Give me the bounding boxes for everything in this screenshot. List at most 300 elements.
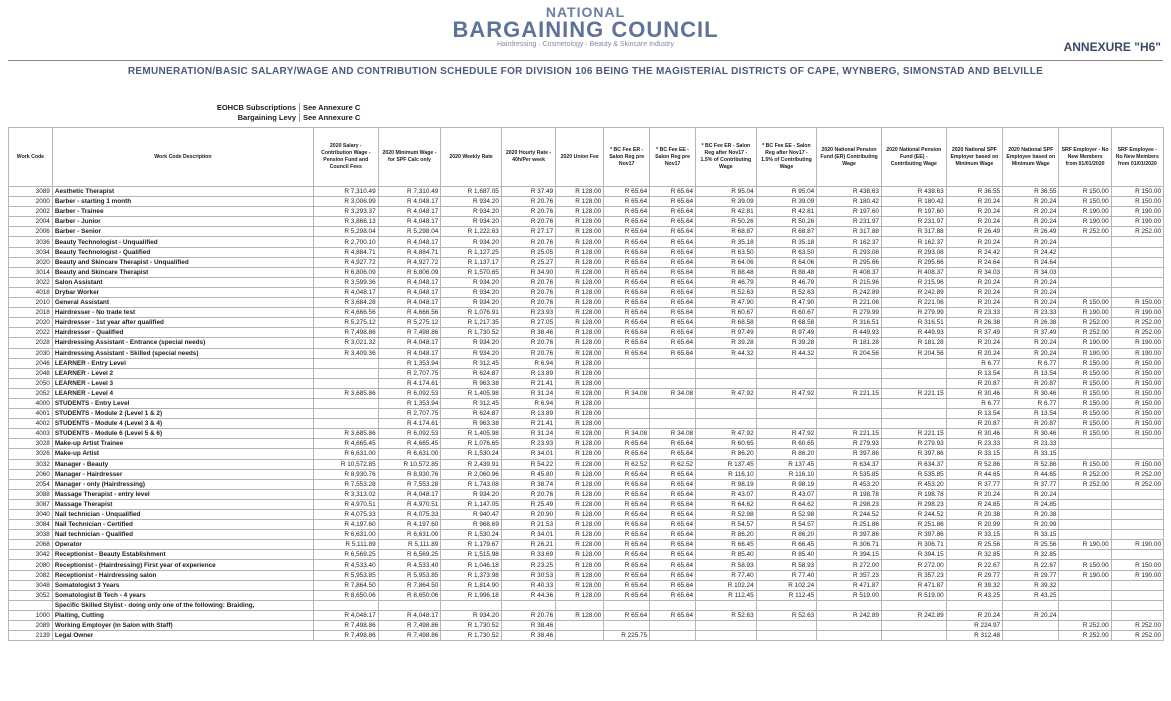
work-code-cell: 3084 — [9, 520, 53, 530]
value-cell: R 5,275.12 — [313, 318, 378, 328]
value-cell: R 128.00 — [556, 318, 604, 328]
table-row — [9, 580, 1164, 590]
value-cell: R 3,685.86 — [313, 429, 378, 439]
value-cell: R 20.24 — [946, 489, 1002, 499]
description-cell: Salon Assistant — [52, 277, 313, 287]
value-cell: R 7,553.28 — [313, 479, 378, 489]
value-cell — [556, 631, 604, 641]
description-cell: STUDENTS - Entry Level — [52, 398, 313, 408]
column-header: 2020 Minimum Wage - for SPF Calc only — [378, 128, 441, 187]
value-cell: R 150.00 — [1059, 378, 1111, 388]
value-cell: R 128.00 — [556, 328, 604, 338]
value-cell: R 5,953.85 — [313, 570, 378, 580]
value-cell: R 190.00 — [1111, 348, 1163, 358]
value-cell — [1003, 621, 1059, 631]
value-cell: R 34.01 — [501, 530, 555, 540]
value-cell: R 1,046.18 — [441, 560, 502, 570]
value-cell: R 44.32 — [696, 348, 757, 358]
value-cell: R 3,313.02 — [313, 489, 378, 499]
value-cell: R 35.18 — [756, 237, 817, 247]
value-cell: R 65.64 — [650, 469, 696, 479]
value-cell — [1111, 520, 1163, 530]
value-cell: R 47.92 — [756, 388, 817, 398]
value-cell — [650, 419, 696, 429]
value-cell — [313, 368, 378, 378]
value-cell: R 95.04 — [696, 187, 757, 197]
value-cell: R 190.00 — [1059, 570, 1111, 580]
value-cell: R 128.00 — [556, 550, 604, 560]
table-row — [9, 247, 1164, 257]
value-cell: R 1,730.52 — [441, 631, 502, 641]
value-cell: R 24.85 — [1003, 499, 1059, 509]
value-cell: R 1,515.98 — [441, 550, 502, 560]
value-cell: R 1,353.94 — [378, 358, 441, 368]
column-header: * BC Fee EE - Salon Reg after Nov17 - 1.5% of Contributing Wage — [756, 128, 817, 187]
table-row — [9, 479, 1164, 489]
value-cell — [1059, 439, 1111, 449]
value-cell — [1059, 600, 1111, 610]
value-cell: R 65.64 — [604, 469, 650, 479]
value-cell: R 224.97 — [946, 621, 1002, 631]
value-cell: R 25.56 — [946, 540, 1002, 550]
column-header: Work Code Description — [52, 128, 313, 187]
value-cell: R 88.48 — [696, 267, 757, 277]
value-cell: R 295.66 — [881, 257, 946, 267]
value-cell: R 65.64 — [604, 520, 650, 530]
value-cell: R 128.00 — [556, 187, 604, 197]
value-cell — [1059, 550, 1111, 560]
value-cell: R 63.50 — [756, 247, 817, 257]
value-cell: R 535.85 — [881, 469, 946, 479]
value-cell — [1111, 610, 1163, 620]
value-cell — [756, 398, 817, 408]
value-cell — [1111, 550, 1163, 560]
table-row — [9, 560, 1164, 570]
value-cell: R 8,650.06 — [378, 590, 441, 600]
table-row — [9, 449, 1164, 459]
value-cell: R 20.24 — [1003, 207, 1059, 217]
value-cell: R 150.00 — [1111, 197, 1163, 207]
value-cell: R 535.85 — [817, 469, 882, 479]
work-code-cell: 3048 — [9, 580, 53, 590]
table-row — [9, 187, 1164, 197]
value-cell: R 128.00 — [556, 570, 604, 580]
value-cell: R 34.03 — [1003, 267, 1059, 277]
value-cell: R 1,373.98 — [441, 570, 502, 580]
value-cell — [604, 621, 650, 631]
value-cell: R 934.20 — [441, 217, 502, 227]
value-cell — [1111, 277, 1163, 287]
value-cell: R 128.00 — [556, 197, 604, 207]
value-cell: R 65.64 — [604, 499, 650, 509]
value-cell: R 31.24 — [501, 388, 555, 398]
value-cell: R 128.00 — [556, 449, 604, 459]
value-cell: R 4,927.72 — [378, 257, 441, 267]
value-cell: R 33.15 — [946, 530, 1002, 540]
value-cell: R 471.87 — [881, 580, 946, 590]
value-cell: R 438.63 — [881, 187, 946, 197]
value-cell: R 397.86 — [817, 530, 882, 540]
value-cell: R 27.17 — [501, 227, 555, 237]
value-cell — [650, 621, 696, 631]
value-cell — [1059, 610, 1111, 620]
value-cell: R 934.20 — [441, 348, 502, 358]
value-cell: R 162.37 — [817, 237, 882, 247]
table-row — [9, 227, 1164, 237]
value-cell: R 64.62 — [696, 499, 757, 509]
value-cell: R 128.00 — [556, 277, 604, 287]
value-cell: R 26.38 — [946, 318, 1002, 328]
value-cell: R 65.64 — [650, 287, 696, 297]
work-code-cell: 3088 — [9, 489, 53, 499]
value-cell — [604, 398, 650, 408]
value-cell: R 242.89 — [817, 287, 882, 297]
value-cell — [1059, 530, 1111, 540]
value-cell: R 65.64 — [650, 217, 696, 227]
value-cell: R 24.85 — [946, 499, 1002, 509]
value-cell: R 128.00 — [556, 358, 604, 368]
work-code-cell: 3052 — [9, 590, 53, 600]
value-cell — [881, 631, 946, 641]
table-row — [9, 499, 1164, 509]
value-cell: R 7,498.86 — [378, 328, 441, 338]
value-cell: R 4,970.51 — [313, 499, 378, 509]
value-cell: R 128.00 — [556, 510, 604, 520]
value-cell: R 5,953.85 — [378, 570, 441, 580]
value-cell: R 128.00 — [556, 227, 604, 237]
value-cell: R 20.24 — [946, 217, 1002, 227]
value-cell: R 190.00 — [1059, 348, 1111, 358]
value-cell: R 38.74 — [501, 479, 555, 489]
work-code-cell: 3038 — [9, 530, 53, 540]
value-cell: R 272.00 — [881, 560, 946, 570]
value-cell — [604, 368, 650, 378]
value-cell: R 65.64 — [604, 308, 650, 318]
value-cell: R 32.85 — [1003, 550, 1059, 560]
value-cell: R 3,866.13 — [313, 217, 378, 227]
table-row — [9, 298, 1164, 308]
value-cell: R 306.71 — [881, 540, 946, 550]
value-cell: R 934.20 — [441, 237, 502, 247]
value-cell: R 150.00 — [1111, 368, 1163, 378]
value-cell: R 150.00 — [1111, 409, 1163, 419]
description-cell: LEARNER - Level 4 — [52, 388, 313, 398]
value-cell: R 128.00 — [556, 298, 604, 308]
value-cell: R 252.00 — [1059, 227, 1111, 237]
value-cell: R 1,217.35 — [441, 318, 502, 328]
column-header: SRF Employee - No New Members from 01/01/2020 — [1111, 128, 1163, 187]
work-code-cell: 2048 — [9, 368, 53, 378]
value-cell: R 44.65 — [946, 469, 1002, 479]
value-cell — [1059, 449, 1111, 459]
value-cell: R 68.58 — [756, 318, 817, 328]
table-row — [9, 419, 1164, 429]
value-cell: R 4,927.72 — [313, 257, 378, 267]
value-cell: R 4,048.17 — [378, 217, 441, 227]
value-cell — [378, 600, 441, 610]
value-cell: R 519.00 — [881, 590, 946, 600]
value-cell: R 39.09 — [756, 197, 817, 207]
value-cell: R 7,498.86 — [313, 621, 378, 631]
description-cell: Receptionist - Hairdressing salon — [52, 570, 313, 580]
value-cell: R 3,409.36 — [313, 348, 378, 358]
value-cell: R 33.15 — [1003, 449, 1059, 459]
value-cell: R 8,930.76 — [378, 469, 441, 479]
value-cell: R 34.90 — [501, 267, 555, 277]
value-cell: R 25.27 — [501, 257, 555, 267]
value-cell: R 52.63 — [756, 610, 817, 620]
value-cell — [604, 419, 650, 429]
work-code-cell: 2022 — [9, 328, 53, 338]
value-cell: R 6.77 — [946, 398, 1002, 408]
value-cell: R 20.99 — [946, 520, 1002, 530]
value-cell: R 37.77 — [1003, 479, 1059, 489]
description-cell: Make-up Artist — [52, 449, 313, 459]
value-cell: R 1,730.52 — [441, 328, 502, 338]
table-row — [9, 378, 1164, 388]
value-cell — [604, 409, 650, 419]
value-cell: R 4,075.33 — [313, 510, 378, 520]
value-cell: R 88.48 — [756, 267, 817, 277]
value-cell: R 25.49 — [501, 499, 555, 509]
value-cell: R 20.24 — [946, 237, 1002, 247]
work-code-cell: 2082 — [9, 570, 53, 580]
value-cell: R 20.76 — [501, 610, 555, 620]
value-cell: R 52.98 — [756, 510, 817, 520]
column-header: 2020 National Pension Fund (EE) - Contributing Wage — [881, 128, 946, 187]
value-cell: R 4,048.17 — [378, 338, 441, 348]
value-cell: R 1,222.63 — [441, 227, 502, 237]
description-cell: Massage Therapist - entry level — [52, 489, 313, 499]
description-cell: Somatologist 3 Years — [52, 580, 313, 590]
value-cell — [817, 419, 882, 429]
value-cell: R 20.76 — [501, 287, 555, 297]
value-cell: R 20.24 — [1003, 348, 1059, 358]
value-cell: R 6,092.53 — [378, 388, 441, 398]
value-cell: R 33.15 — [1003, 530, 1059, 540]
value-cell: R 40.33 — [501, 580, 555, 590]
value-cell: R 128.00 — [556, 590, 604, 600]
value-cell: R 252.00 — [1111, 469, 1163, 479]
work-code-cell: 2139 — [9, 631, 53, 641]
value-cell: R 4,048.17 — [378, 298, 441, 308]
value-cell: R 1,179.67 — [441, 540, 502, 550]
value-cell: R 6.77 — [1003, 358, 1059, 368]
value-cell: R 54.57 — [696, 520, 757, 530]
value-cell: R 20.24 — [1003, 197, 1059, 207]
work-code-cell — [9, 600, 53, 610]
value-cell: R 43.07 — [756, 489, 817, 499]
work-code-cell: 3040 — [9, 510, 53, 520]
value-cell: R 65.64 — [650, 247, 696, 257]
description-cell: Receptionist - Beauty Establishment — [52, 550, 313, 560]
value-cell: R 252.00 — [1111, 318, 1163, 328]
value-cell: R 5,111.89 — [378, 540, 441, 550]
value-cell: R 1,353.94 — [378, 398, 441, 408]
value-cell: R 968.69 — [441, 520, 502, 530]
value-cell: R 65.64 — [604, 247, 650, 257]
value-cell: R 252.00 — [1111, 631, 1163, 641]
value-cell: R 64.06 — [756, 257, 817, 267]
table-row — [9, 217, 1164, 227]
value-cell: R 20.87 — [1003, 378, 1059, 388]
value-cell: R 317.88 — [817, 227, 882, 237]
value-cell: R 66.45 — [696, 540, 757, 550]
table-row — [9, 197, 1164, 207]
work-code-cell: 2052 — [9, 388, 53, 398]
value-cell — [1059, 277, 1111, 287]
value-cell: R 62.52 — [650, 459, 696, 469]
value-cell: R 150.00 — [1111, 298, 1163, 308]
value-cell: R 65.64 — [650, 237, 696, 247]
value-cell: R 39.32 — [1003, 580, 1059, 590]
value-cell: R 34.08 — [604, 429, 650, 439]
value-cell: R 624.87 — [441, 409, 502, 419]
value-cell — [881, 398, 946, 408]
value-cell: R 298.23 — [817, 499, 882, 509]
value-cell: R 50.26 — [696, 217, 757, 227]
value-cell: R 20.90 — [501, 510, 555, 520]
value-cell: R 39.28 — [756, 338, 817, 348]
value-cell: R 65.64 — [604, 540, 650, 550]
value-cell: R 1,730.52 — [441, 621, 502, 631]
value-cell: R 98.19 — [756, 479, 817, 489]
description-cell: STUDENTS - Module 2 (Level 1 & 2) — [52, 409, 313, 419]
value-cell: R 252.00 — [1111, 328, 1163, 338]
value-cell: R 4,666.56 — [378, 308, 441, 318]
table-row — [9, 328, 1164, 338]
value-cell: R 65.64 — [604, 489, 650, 499]
eohcb-label: EOHCB Subscriptions — [196, 103, 300, 112]
value-cell: R 20.24 — [1003, 287, 1059, 297]
value-cell — [1111, 530, 1163, 540]
value-cell: R 128.00 — [556, 237, 604, 247]
value-cell: R 20.76 — [501, 298, 555, 308]
table-row — [9, 510, 1164, 520]
value-cell: R 128.00 — [556, 348, 604, 358]
bargaining-levy-row — [196, 113, 360, 122]
value-cell: R 20.76 — [501, 338, 555, 348]
annexure-label: ANNEXURE "H6" — [1063, 40, 1161, 54]
value-cell: R 65.64 — [650, 257, 696, 267]
value-cell: R 934.20 — [441, 298, 502, 308]
value-cell: R 86.20 — [756, 449, 817, 459]
value-cell: R 47.92 — [696, 429, 757, 439]
value-cell — [556, 621, 604, 631]
value-cell: R 29.77 — [946, 570, 1002, 580]
value-cell: R 408.37 — [817, 267, 882, 277]
column-header: 2020 National SPF Employer based on Minimum Wage — [946, 128, 1002, 187]
value-cell: R 65.64 — [604, 580, 650, 590]
value-cell: R 150.00 — [1059, 409, 1111, 419]
value-cell — [881, 358, 946, 368]
value-cell: R 1,814.90 — [441, 580, 502, 590]
value-cell: R 4,048.17 — [378, 610, 441, 620]
value-cell — [756, 368, 817, 378]
value-cell: R 68.87 — [756, 227, 817, 237]
value-cell — [696, 600, 757, 610]
table-row — [9, 287, 1164, 297]
value-cell: R 128.00 — [556, 469, 604, 479]
value-cell: R 25.05 — [501, 247, 555, 257]
salary-schedule-table — [8, 127, 1164, 641]
value-cell — [756, 409, 817, 419]
value-cell: R 97.49 — [696, 328, 757, 338]
value-cell: R 306.71 — [817, 540, 882, 550]
value-cell: R 65.64 — [650, 580, 696, 590]
value-cell: R 65.64 — [650, 540, 696, 550]
value-cell — [696, 368, 757, 378]
value-cell: R 43.25 — [946, 590, 1002, 600]
value-cell: R 52.86 — [1003, 459, 1059, 469]
value-cell: R 128.00 — [556, 338, 604, 348]
value-cell — [313, 378, 378, 388]
value-cell: R 150.00 — [1111, 358, 1163, 368]
work-code-cell: 2000 — [9, 197, 53, 207]
value-cell: R 13.89 — [501, 368, 555, 378]
value-cell: R 24.64 — [946, 257, 1002, 267]
value-cell: R 24.64 — [1003, 257, 1059, 267]
value-cell: R 20.24 — [1003, 237, 1059, 247]
value-cell: R 934.20 — [441, 287, 502, 297]
value-cell: R 65.64 — [604, 318, 650, 328]
value-cell — [313, 398, 378, 408]
value-cell: R 21.41 — [501, 419, 555, 429]
value-cell: R 150.00 — [1111, 560, 1163, 570]
description-cell: STUDENTS - Module 4 (Level 3 & 4) — [52, 419, 313, 429]
value-cell — [650, 368, 696, 378]
value-cell: R 150.00 — [1111, 388, 1163, 398]
value-cell: R 65.64 — [604, 550, 650, 560]
value-cell: R 394.15 — [881, 550, 946, 560]
value-cell: R 1,076.91 — [441, 308, 502, 318]
value-cell: R 112.45 — [696, 590, 757, 600]
value-cell: R 63.50 — [696, 247, 757, 257]
description-cell: Somatologist B Tech - 4 years — [52, 590, 313, 600]
value-cell — [441, 600, 502, 610]
table-row — [9, 358, 1164, 368]
value-cell: R 30.53 — [501, 570, 555, 580]
value-cell — [1059, 580, 1111, 590]
value-cell: R 940.47 — [441, 510, 502, 520]
value-cell: R 4,665.45 — [313, 439, 378, 449]
table-row — [9, 277, 1164, 287]
description-cell: LEARNER - Level 2 — [52, 368, 313, 378]
value-cell: R 20.76 — [501, 277, 555, 287]
value-cell — [817, 378, 882, 388]
work-code-cell: 3089 — [9, 187, 53, 197]
value-cell: R 128.00 — [556, 257, 604, 267]
value-cell: R 65.64 — [604, 298, 650, 308]
value-cell — [650, 409, 696, 419]
value-cell: R 68.58 — [696, 318, 757, 328]
value-cell: R 244.52 — [881, 510, 946, 520]
value-cell: R 68.87 — [696, 227, 757, 237]
description-cell: Hairdressing Assistant - Skilled (special needs) — [52, 348, 313, 358]
header-divider — [8, 60, 1163, 61]
value-cell: R 128.00 — [556, 409, 604, 419]
value-cell: R 6,806.09 — [313, 267, 378, 277]
work-code-cell: 4001 — [9, 409, 53, 419]
value-cell: R 65.64 — [604, 610, 650, 620]
value-cell: R 65.64 — [650, 510, 696, 520]
work-code-cell: 2080 — [9, 560, 53, 570]
value-cell: R 231.97 — [817, 217, 882, 227]
value-cell: R 4,048.17 — [378, 237, 441, 247]
value-cell — [1111, 499, 1163, 509]
value-cell — [756, 378, 817, 388]
value-cell: R 86.20 — [696, 530, 757, 540]
